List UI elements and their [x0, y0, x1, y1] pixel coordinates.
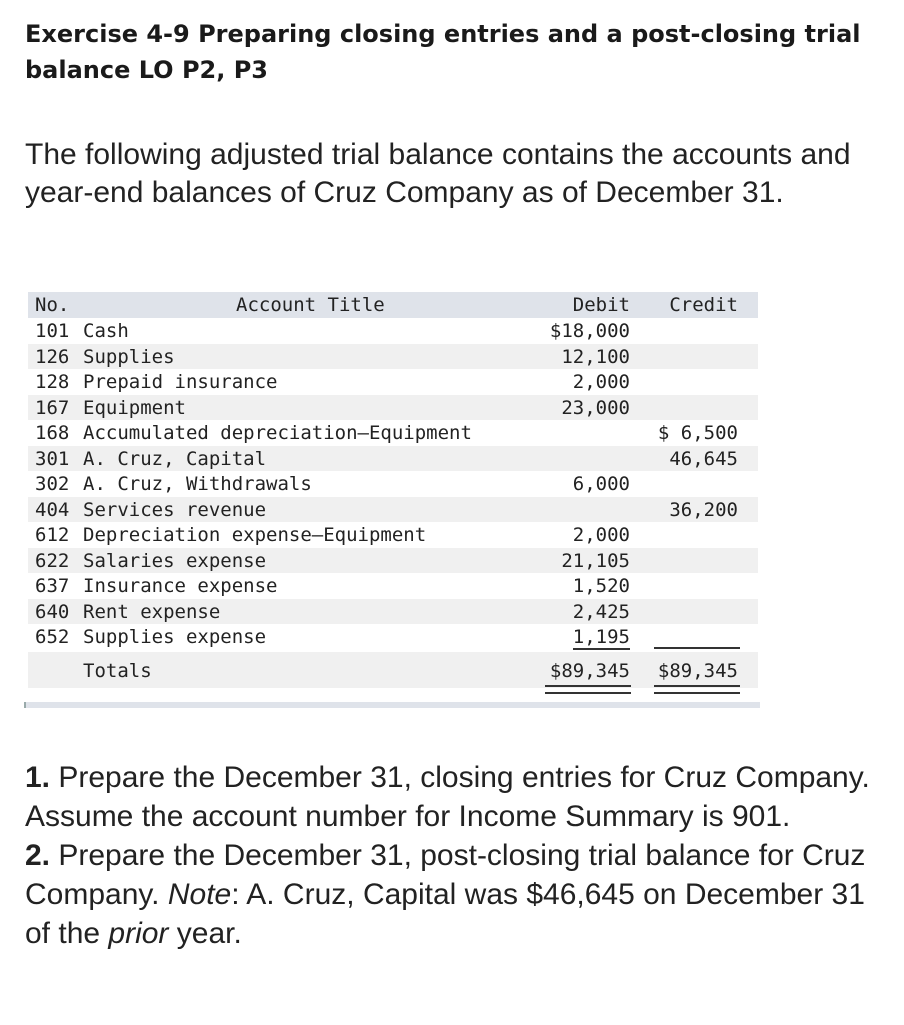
credit-single-rule: [654, 647, 740, 649]
instruction-2: [25, 836, 885, 953]
account-title: Services revenue: [83, 498, 267, 521]
table-header: [28, 292, 758, 318]
header-credit: Credit: [669, 294, 738, 316]
account-title: Supplies expense: [83, 626, 267, 648]
debit-value: 2,425: [572, 600, 630, 623]
account-no: 168: [35, 422, 70, 444]
account-no: 101: [35, 320, 70, 342]
account-title: A. Cruz, Withdrawals: [83, 473, 312, 495]
credit-double-rule: [654, 685, 740, 694]
total-debit: $89,345: [549, 659, 630, 682]
account-title: Supplies: [83, 345, 175, 368]
account-no: 301: [35, 447, 70, 470]
table-row: [28, 497, 758, 523]
table-row: [28, 344, 758, 370]
totals-label: Totals: [83, 659, 152, 682]
account-title: Salaries expense: [83, 549, 267, 572]
debit-value: 2,000: [572, 371, 630, 393]
debit-value: 12,100: [561, 345, 630, 368]
debit-value: 2,000: [572, 524, 630, 546]
intro-paragraph: The following adjusted trial balance contains the accounts and year-end balances of Cruz Company as of December 31.: [25, 138, 851, 209]
instruction-2-text-a: Prepare the December 31, post-closing trial balance for Cruz Company.: [25, 839, 866, 911]
account-no: 302: [35, 473, 70, 495]
account-no: 637: [35, 575, 70, 597]
header-no: No.: [35, 294, 70, 316]
debit-value: $18,000: [549, 320, 630, 342]
header-debit: Debit: [572, 294, 630, 316]
instruction-1-text: Prepare the December 31, closing entries for Cruz Company. Assume the account number for Income Summary is 901.: [25, 761, 870, 833]
instruction-1-number: 1.: [25, 761, 51, 794]
account-title: Rent expense: [83, 600, 221, 623]
account-title: Accumulated depreciation—Equipment: [83, 422, 472, 444]
instruction-2-prior: prior: [108, 917, 169, 950]
instruction-1: [25, 758, 885, 836]
table-row: [28, 573, 758, 599]
table-row: [28, 599, 758, 625]
totals-row: [28, 652, 758, 688]
account-no: 640: [35, 600, 70, 623]
header-account-title: Account Title: [236, 294, 385, 316]
debit-value: 6,000: [572, 473, 630, 495]
table-row: [28, 624, 758, 650]
debit-value: 1,520: [572, 575, 630, 597]
account-title: A. Cruz, Capital: [83, 447, 267, 470]
credit-value: $ 6,500: [657, 422, 738, 444]
debit-double-rule: [545, 685, 631, 694]
account-title: Insurance expense: [83, 575, 278, 597]
account-no: 126: [35, 345, 70, 368]
account-no: 167: [35, 396, 70, 419]
table-row: [28, 318, 758, 344]
table-row: [28, 522, 758, 548]
instruction-2-note: Note: [167, 878, 232, 911]
account-title: Depreciation expense—Equipment: [83, 524, 427, 546]
table-row: [28, 548, 758, 574]
account-no: 652: [35, 626, 70, 648]
account-title: Cash: [83, 320, 129, 342]
table-row: [28, 369, 758, 395]
adjusted-trial-balance-table: [28, 292, 758, 688]
exercise-title: Exercise 4-9 Preparing closing entries and a post-closing trial balance LO P2, P3: [25, 20, 861, 84]
instruction-2-text-b: : A. Cruz, Capital was $46,645 on December 31 of the: [25, 878, 865, 950]
instruction-2-number: 2.: [25, 839, 51, 872]
table-row: [28, 471, 758, 497]
account-title: Equipment: [83, 396, 186, 419]
account-title: Prepaid insurance: [83, 371, 278, 393]
credit-value: 36,200: [669, 498, 738, 521]
table-row: [28, 420, 758, 446]
instruction-2-text-c: year.: [176, 917, 242, 950]
account-no: 622: [35, 549, 70, 572]
debit-value: 21,105: [561, 549, 630, 572]
table-footer-bar: [24, 702, 760, 708]
table-row: [28, 395, 758, 421]
account-no: 404: [35, 498, 70, 521]
credit-value: 46,645: [669, 447, 738, 470]
table-row: [28, 446, 758, 472]
account-no: 612: [35, 524, 70, 546]
debit-value: 1,195: [572, 626, 630, 648]
account-no: 128: [35, 371, 70, 393]
debit-value: 23,000: [561, 396, 630, 419]
total-credit: $89,345: [657, 659, 738, 682]
instructions: [25, 758, 885, 953]
